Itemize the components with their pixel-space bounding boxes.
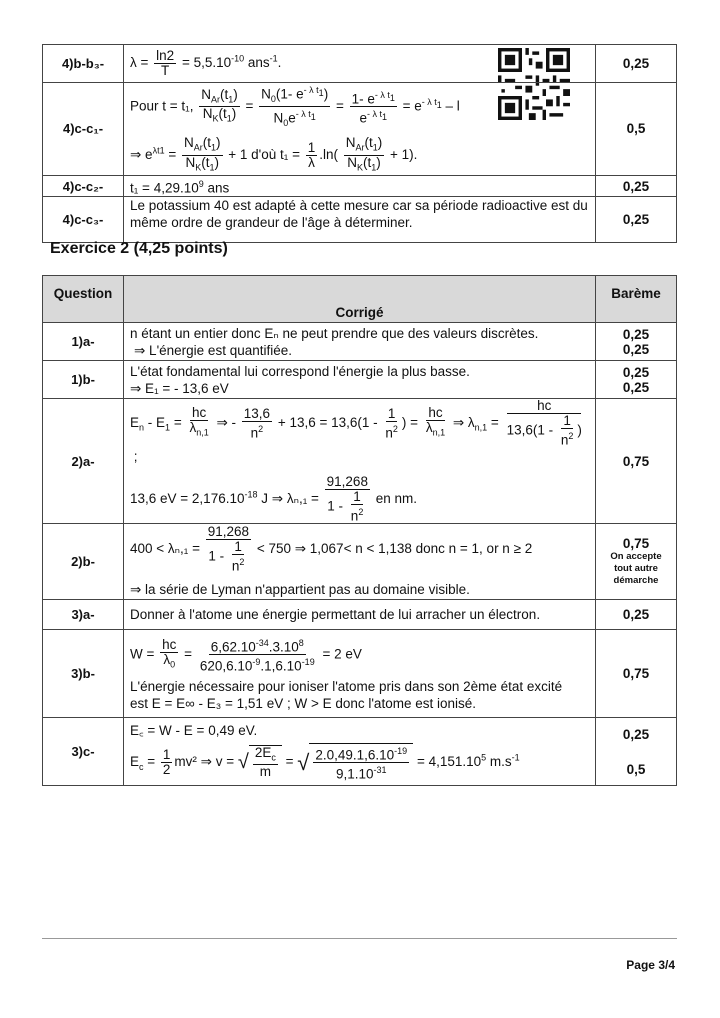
answer-cell: E꜀ = W - E = 0,49 eV. $E_c$ = $\frac{1}{2}$ mv² ⇒ v = √ $\frac{2E_c}{m}$ = √ $\frac{2.0,49.1,6.10^{-19}}{9,1.10^{-31}}$ = $4,151.10^5$ $m.s^{-1}$ <box>124 718 596 786</box>
score-cell: 0,25 <box>596 600 677 630</box>
table-row <box>43 524 677 600</box>
formula-line: $E_c$ = $\frac{1}{2}$ mv² ⇒ v = √ $\frac{2E_c}{m}$ = √ $\frac{2.0,49.1,6.10^{-19}}{9,1.10^{-31}}$ = $4,151.10^5$ $m.s^{-1}$ <box>130 743 589 782</box>
score-cell: 0,75 On accepte tout autre démarche <box>596 524 677 600</box>
table-row <box>43 323 677 361</box>
score-cell: 0,75 <box>596 630 677 718</box>
answer-cell <box>124 399 596 524</box>
table-row <box>43 630 677 718</box>
question-cell: 2)b- <box>43 524 124 600</box>
answer-cell: $t_1 = 4,29.10^9$ ans <box>124 175 596 197</box>
question-cell: 3)b- <box>43 630 124 718</box>
exercise-title: Exercice 2 (4,25 points) <box>50 240 228 257</box>
score-cell: 0,25 <box>596 175 677 197</box>
formula-line: ⇒ $e^{\lambda t1}$ = $\frac{N_{Ar}(t_1)}{N_K(t_1)}$ + 1 d'où t₁ = $\frac{1}{\lambda}$ .ln( $\frac{N_{Ar}(t_1)}{N_K(t_1)}$ + 1). <box>130 135 418 173</box>
scoring-note: On accepte tout autre démarche <box>610 551 662 586</box>
formula-line: Pour t = t₁, $\frac{N_{Ar}(t_1)}{N_K(t_1)}$ = $\frac{N_0(1- e^{- \lambda t_1})}{N_0e^{- \lambda t_1}}$ = $\frac{1- e^{- \lambda t_1}}{e^{- \lambda t_1}}$ = $e^{- \lambda t_1}$ – l <box>130 85 460 129</box>
table-row <box>43 361 677 399</box>
header-corrige: Corrigé <box>124 276 596 323</box>
answer-cell: λ = $\frac{\ln 2}{T}$ = $5,5.10^{-10}$ ans$^{-1}$. <box>124 45 596 83</box>
answer-cell: 400 < λₙ,₁ = 91,268 1 - $\frac{1}{n^2}$ < 750 ⇒ 1,067< n < 1,138 donc n = 1, or n ≥ 2 ⇒ la série de Lyman n'appartient pas au domaine visible. <box>124 524 596 600</box>
question-cell: 1)a- <box>43 323 124 361</box>
question-cell: 4)c-c₁- <box>43 83 124 176</box>
score-cell: 0,25 0,25 <box>596 323 677 361</box>
question-cell: 3)a- <box>43 600 124 630</box>
fraction: $\frac{\ln 2}{T}$ <box>156 48 175 78</box>
answer-cell: Donner à l'atome une énergie permettant de lui arracher un électron. <box>124 600 596 630</box>
table-row <box>43 197 677 243</box>
question-cell: 4)c-c₃- <box>43 197 124 243</box>
answer-cell: Le potassium 40 est adapté à cette mesure car sa période radioactive est du même ordre de grandeur de l'âge à déterminer. <box>124 197 596 243</box>
correction-table-exercise2 <box>42 275 677 786</box>
score-cell: 0,25 <box>596 45 677 83</box>
question-cell: 1)b- <box>43 361 124 399</box>
table-row <box>43 83 677 176</box>
formula-line: $E_n - E_1$ = $\frac{hc}{\lambda_{n,1}}$ ⇒ - $\frac{13,6}{n^2}$ + 13,6 = 13,6(1 - $\frac{1}{n^2}$ ) = $\frac{hc}{\lambda_{n,1}}$ ⇒ $\lambda_{n,1}$ = hc 13,6(1 - $\frac{1}{n^2}$ ) ; <box>130 398 582 464</box>
formula-line: 400 < λₙ,₁ = 91,268 1 - $\frac{1}{n^2}$ < 750 ⇒ 1,067< n < 1,138 donc n = 1, or n ≥ 2 <box>130 523 533 574</box>
score-cell: 0,25 <box>596 197 677 243</box>
answer-cell: n étant un entier donc Eₙ ne peut prendre que des valeurs discrètes. ⇒ L'énergie est quantifiée. <box>124 323 596 361</box>
answer-cell: W = $\frac{hc}{\lambda_0}$ = $\frac{6,62.10^{-34}.3.10^8}{620,6.10^{-9}.1,6.10^{-19}}$ = 2 eV L'énergie nécessaire pour ioniser l'atome pris dans son 2ème état excité est E = E∞ - E₃ = 1,51 eV ; W > E donc l'atome est ionisé. <box>124 630 596 718</box>
table-row <box>43 399 677 524</box>
formula-line: 13,6 eV = $2,176.10^{-18}$ J ⇒ λₙ,₁ = 91,268 1 - $\frac{1}{n^2}$ en nm. <box>130 473 417 523</box>
score-cell: 0,25 0,25 <box>596 361 677 399</box>
question-cell: 2)a- <box>43 399 124 524</box>
answer-cell: L'état fondamental lui correspond l'énergie la plus basse. ⇒ E₁ = - 13,6 eV <box>124 361 596 399</box>
table-row <box>43 45 677 83</box>
table-row <box>43 718 677 786</box>
correction-table-part1 <box>42 44 677 243</box>
table-row <box>43 600 677 630</box>
answer-cell <box>124 83 596 176</box>
question-cell: 3)c- <box>43 718 124 786</box>
question-cell: 4)b-b₃- <box>43 45 124 83</box>
page-number: Page 3/4 <box>626 958 675 972</box>
score-cell: 0,75 <box>596 399 677 524</box>
footer-divider <box>42 938 677 939</box>
table-row <box>43 175 677 197</box>
table-header <box>43 276 677 323</box>
question-cell: 4)c-c₂- <box>43 175 124 197</box>
score-cell: 0,5 <box>596 83 677 176</box>
score-cell: 0,25 0,5 <box>596 718 677 786</box>
header-question: Question <box>43 276 124 323</box>
formula-line: W = $\frac{hc}{\lambda_0}$ = $\frac{6,62.10^{-34}.3.10^8}{620,6.10^{-9}.1,6.10^{-19}}$ = 2 eV <box>130 636 362 674</box>
header-bareme: Barème <box>596 276 677 323</box>
